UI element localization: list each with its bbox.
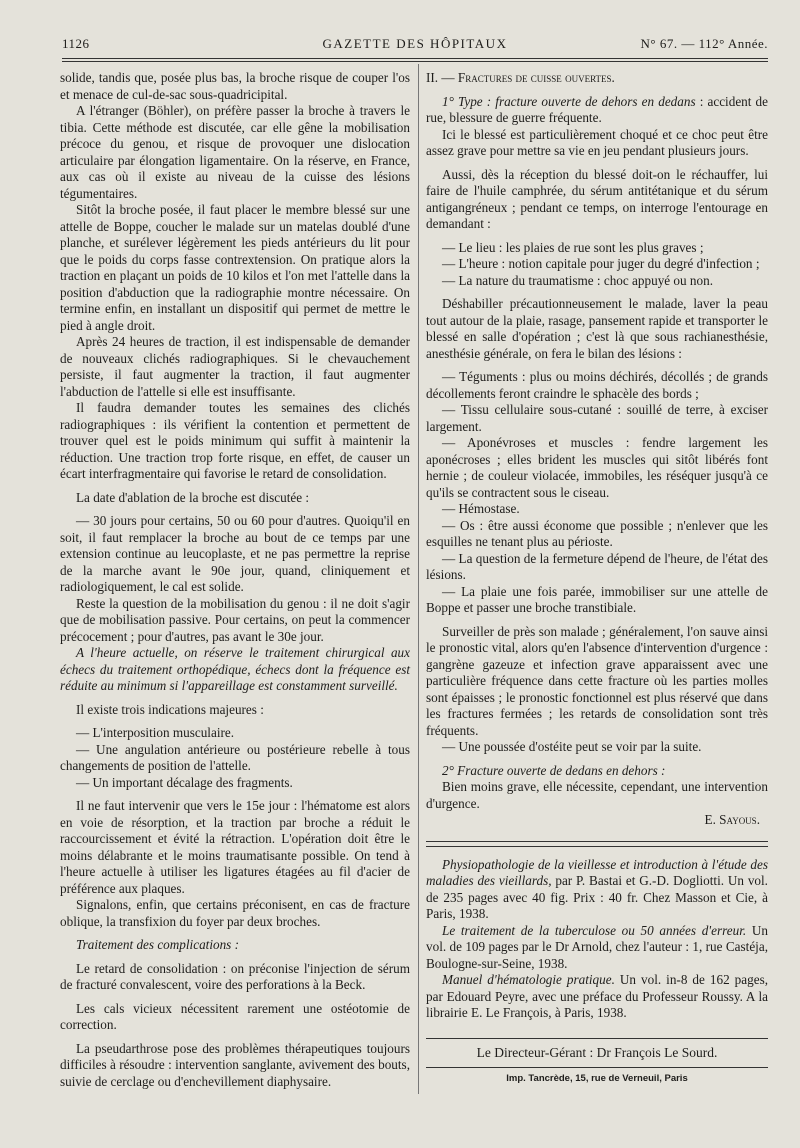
book-review [426,972,768,1022]
list-item: — Aponévroses et muscles : fendre largement les aponécroses ; elles brident les muscles qui sitôt libérés font hernie ; de couleur violacée, immobiles, les réséquer jusqu'à ce qu'ils se contractent sous le ciseau. [426,435,768,500]
paragraph: Reste la question de la mobilisation du genou : il ne doit s'agir que de mobilisation passive. Pour certains, on peut la commencer précocement ; pour d'autres, pas avant le 30e jour. [60,595,410,644]
list-item: — La question de la fermeture dépend de l'heure, de l'état des lésions. [426,550,768,582]
issue-number: N° 67. — 112° Année. [640,36,768,51]
list-item: — Téguments : plus ou moins déchirés, décollés ; de grands décollements feront craindre le sphacèle des bords ; [426,369,768,401]
list-item: — Le lieu : les plaies de rue sont les plus graves ; [442,239,704,255]
list-item: — Un important décalage des fragments. [76,774,293,790]
page-header [62,36,768,58]
right-column [426,70,768,1088]
list-item: — Os : être aussi économe que possible ; n'enlever que les esquilles ne tenant plus au périoste. [426,517,768,549]
paragraph: Il existe trois indications majeures : [76,701,264,717]
book-title: Physiopathologie de la vieillesse et introduction à l'étude des maladies des vieillards, [426,856,768,888]
type-label: 1° Type : fracture ouverte de dehors en dedans [442,93,696,109]
list-item: — Hémostase. [442,501,520,516]
paragraph: Aussi, dès la réception du blessé doit-on le réchauffer, lui faire de l'huile camphrée, du sérum antitétanique et du sérum antigangréneux ; pendant ce temps, on interroge l'entourage en demandant : [426,166,768,231]
list-item: — Une angulation antérieure ou postérieure rebelle à tous changements de position de l'attelle. [60,741,410,773]
paragraph: Le retard de consolidation : on préconise l'injection de sérum de fracturé convalescent, voire des perforations à la Beck. [60,960,410,992]
paragraph: Déshabiller précautionneusement le malade, laver la peau tout autour de la plaie, rasage, pansement rapide et transporter le blessé en salle d'opération ; c'est là que sous rachianesthésie, anesthésie générale, on fera le bilan des lésions : [426,296,768,361]
paragraph: Bien moins grave, elle nécessite, cependant, une intervention d'urgence. [426,779,768,811]
paragraph: Les cals vicieux nécessitent rarement une ostéotomie de correction. [60,1000,410,1032]
column-divider [418,64,419,1094]
list-item: — La plaie une fois parée, immobiliser sur une attelle de Boppe et passer une broche transtibiale. [426,583,768,615]
list-item: — L'heure : notion capitale pour juger du degré d'infection ; [442,256,760,271]
paragraph: Ici le blessé est particulièrement choqué et ce choc peut être assez grave pour mettre sa vie en jeu pendant plusieurs jours. [426,126,768,158]
paragraph: — 30 jours pour certains, 50 ou 60 pour d'autres. Quoiqu'il en soit, il faut remplacer la broche au bout de ce temps par une extension continue au leucoplaste, et ne pas permettre la reprise de la marche avant le 90e jour, quand, cliniquement et radiologiquement, le cal est solide. [60,513,410,594]
book-details: Un vol. de 109 pages par le Dr Arnold, chez l'auteur : 1, rue Castéja, Boulogne-sur-Seine, 1938. [426,922,768,971]
book-title: Manuel d'hématologie pratique. [442,972,615,987]
page-number: 1126 [62,36,90,51]
book-title: Le traitement de la tuberculose ou 50 années d'erreur. [442,922,747,938]
journal-title: GAZETTE DES HÔPITAUX [322,36,508,51]
book-review [426,923,768,973]
header-rule-2 [62,61,768,62]
list-item: — L'interposition musculaire. [76,725,235,740]
paragraph: Surveiller de près son malade ; généralement, l'on sauve ainsi le pronostic vital, alors qu'en l'absence d'intervention d'urgence : gangrène gazeuze et infection grave apparaissent avec une particulière fréquence dans cette fracture où les parties molles sont épaisses ; le pronostic fonctionnel est plus réservé que dans les fractures fermées ; les retards de consolidation sont très fréquents. [426,623,768,738]
paragraph: La date d'ablation de la broche est discutée : [76,489,310,505]
paragraph: A l'heure actuelle, on réserve le traitement chirurgical aux échecs du traitement orthopédique, échecs dont la fréquence est réduite au minimum si l'appareillage est constamment surveillé. [60,645,410,693]
list-item: — La nature du traumatisme : choc appuyé ou non. [442,272,713,288]
section-title: II. — Fractures de cuisse ouvertes. [426,70,615,85]
paragraph: A l'étranger (Böhler), on préfère passer la broche à travers le tibia. Cette méthode est discutée, car elle gêne la mobilisation précoce du genou, et risque de provoquer une dislocation articulaire par élongation ligamentaire. On la réserve, en France, aux cas où il existe au niveau de la cuisse des lésions tégumentaires. [60,103,410,201]
paragraph: Signalons, enfin, que certains préconisent, en cas de fracture oblique, la transfixion du foyer par deux broches. [60,897,410,929]
type-label: 2° Fracture ouverte de dedans en dehors : [442,762,666,778]
printer-line: Imp. Tancrède, 15, rue de Verneuil, Paris [426,1067,768,1088]
paragraph: solide, tandis que, posée plus bas, la broche risque de couper l'os et menace de cul-de-sac sous-quadricipital. [60,70,410,102]
paragraph: Il ne faut intervenir que vers le 15e jour : l'hématome est alors en voie de résorption, et la traction par broche a réduit le raccourcissement et évité la rétraction. L'opération doit être le moins délabrante et le moins traumatisante possible. On tend à l'heure actuelle à utiliser les ligatures étagées au fil d'acier de préférence aux plaques. [60,798,410,896]
paragraph: Il faudra demander toutes les semaines des clichés radiographiques : ils vérifient la contention et permettent de trouver quel est le poids minimum qui suffit à maintenir la réduction. Une traction trop forte risque, en effet, de causer un écart interfragmentaire qui favorise le retard de consolidation. [60,400,410,481]
section-double-rule [426,841,768,847]
book-details: Un vol. in-8 de 162 pages, par Edouard Peyre, avec une préface du Professeur Roussy. A la librairie E. Le François, à Paris, 1938. [426,972,768,1020]
paragraph [426,94,768,127]
paragraph: La pseudarthrose pose des problèmes thérapeutiques toujours difficiles à résoudre : intervention sanglante, avivement des bouts, suivie de cerclage ou d'enchevillement diaphysaire. [60,1040,410,1089]
author-signature: E. Sayous. [704,812,760,827]
director-line: Le Directeur-Gérant : Dr François Le Sourd. [426,1038,768,1062]
header-rule [62,58,768,59]
book-details: par P. Bastai et G.-D. Dogliotti. Un vol. de 235 pages avec 40 fig. Prix : 40 fr. Chez Masson et Cie, à Paris, 1938. [426,873,768,921]
paragraph: Après 24 heures de traction, il est indispensable de demander de nouveaux clichés radiographiques. Si le chevauchement persiste, il faut augmenter la traction, il faut augmenter l'abduction de l'attelle si elle est insuffisante. [60,334,410,399]
subheading: Traitement des complications : [76,937,239,952]
list-item: — Une poussée d'ostéite peut se voir par la suite. [442,739,702,754]
list-item: — Tissu cellulaire sous-cutané : souillé de terre, à exciser largement. [426,402,768,434]
paragraph: Sitôt la broche posée, il faut placer le membre blessé sur une attelle de Boppe, coucher le malade sur un matelas doublé d'une planche, et surélever légèrement les pieds antérieurs du lit pour que le poids du corps fasse contrextension. On pratique alors la traction en plaçant un poids de 10 kilos et l'on met l'attelle dans la position d'abduction que la radiographie montre nécessaire. On termine enfin, en installant un dispositif qui permet de mettre le pied à angle droit. [60,202,410,333]
type-text: : accident de rue, blessure de guerre fréquente. [426,93,768,125]
left-column [60,70,410,1090]
book-review [426,857,768,923]
